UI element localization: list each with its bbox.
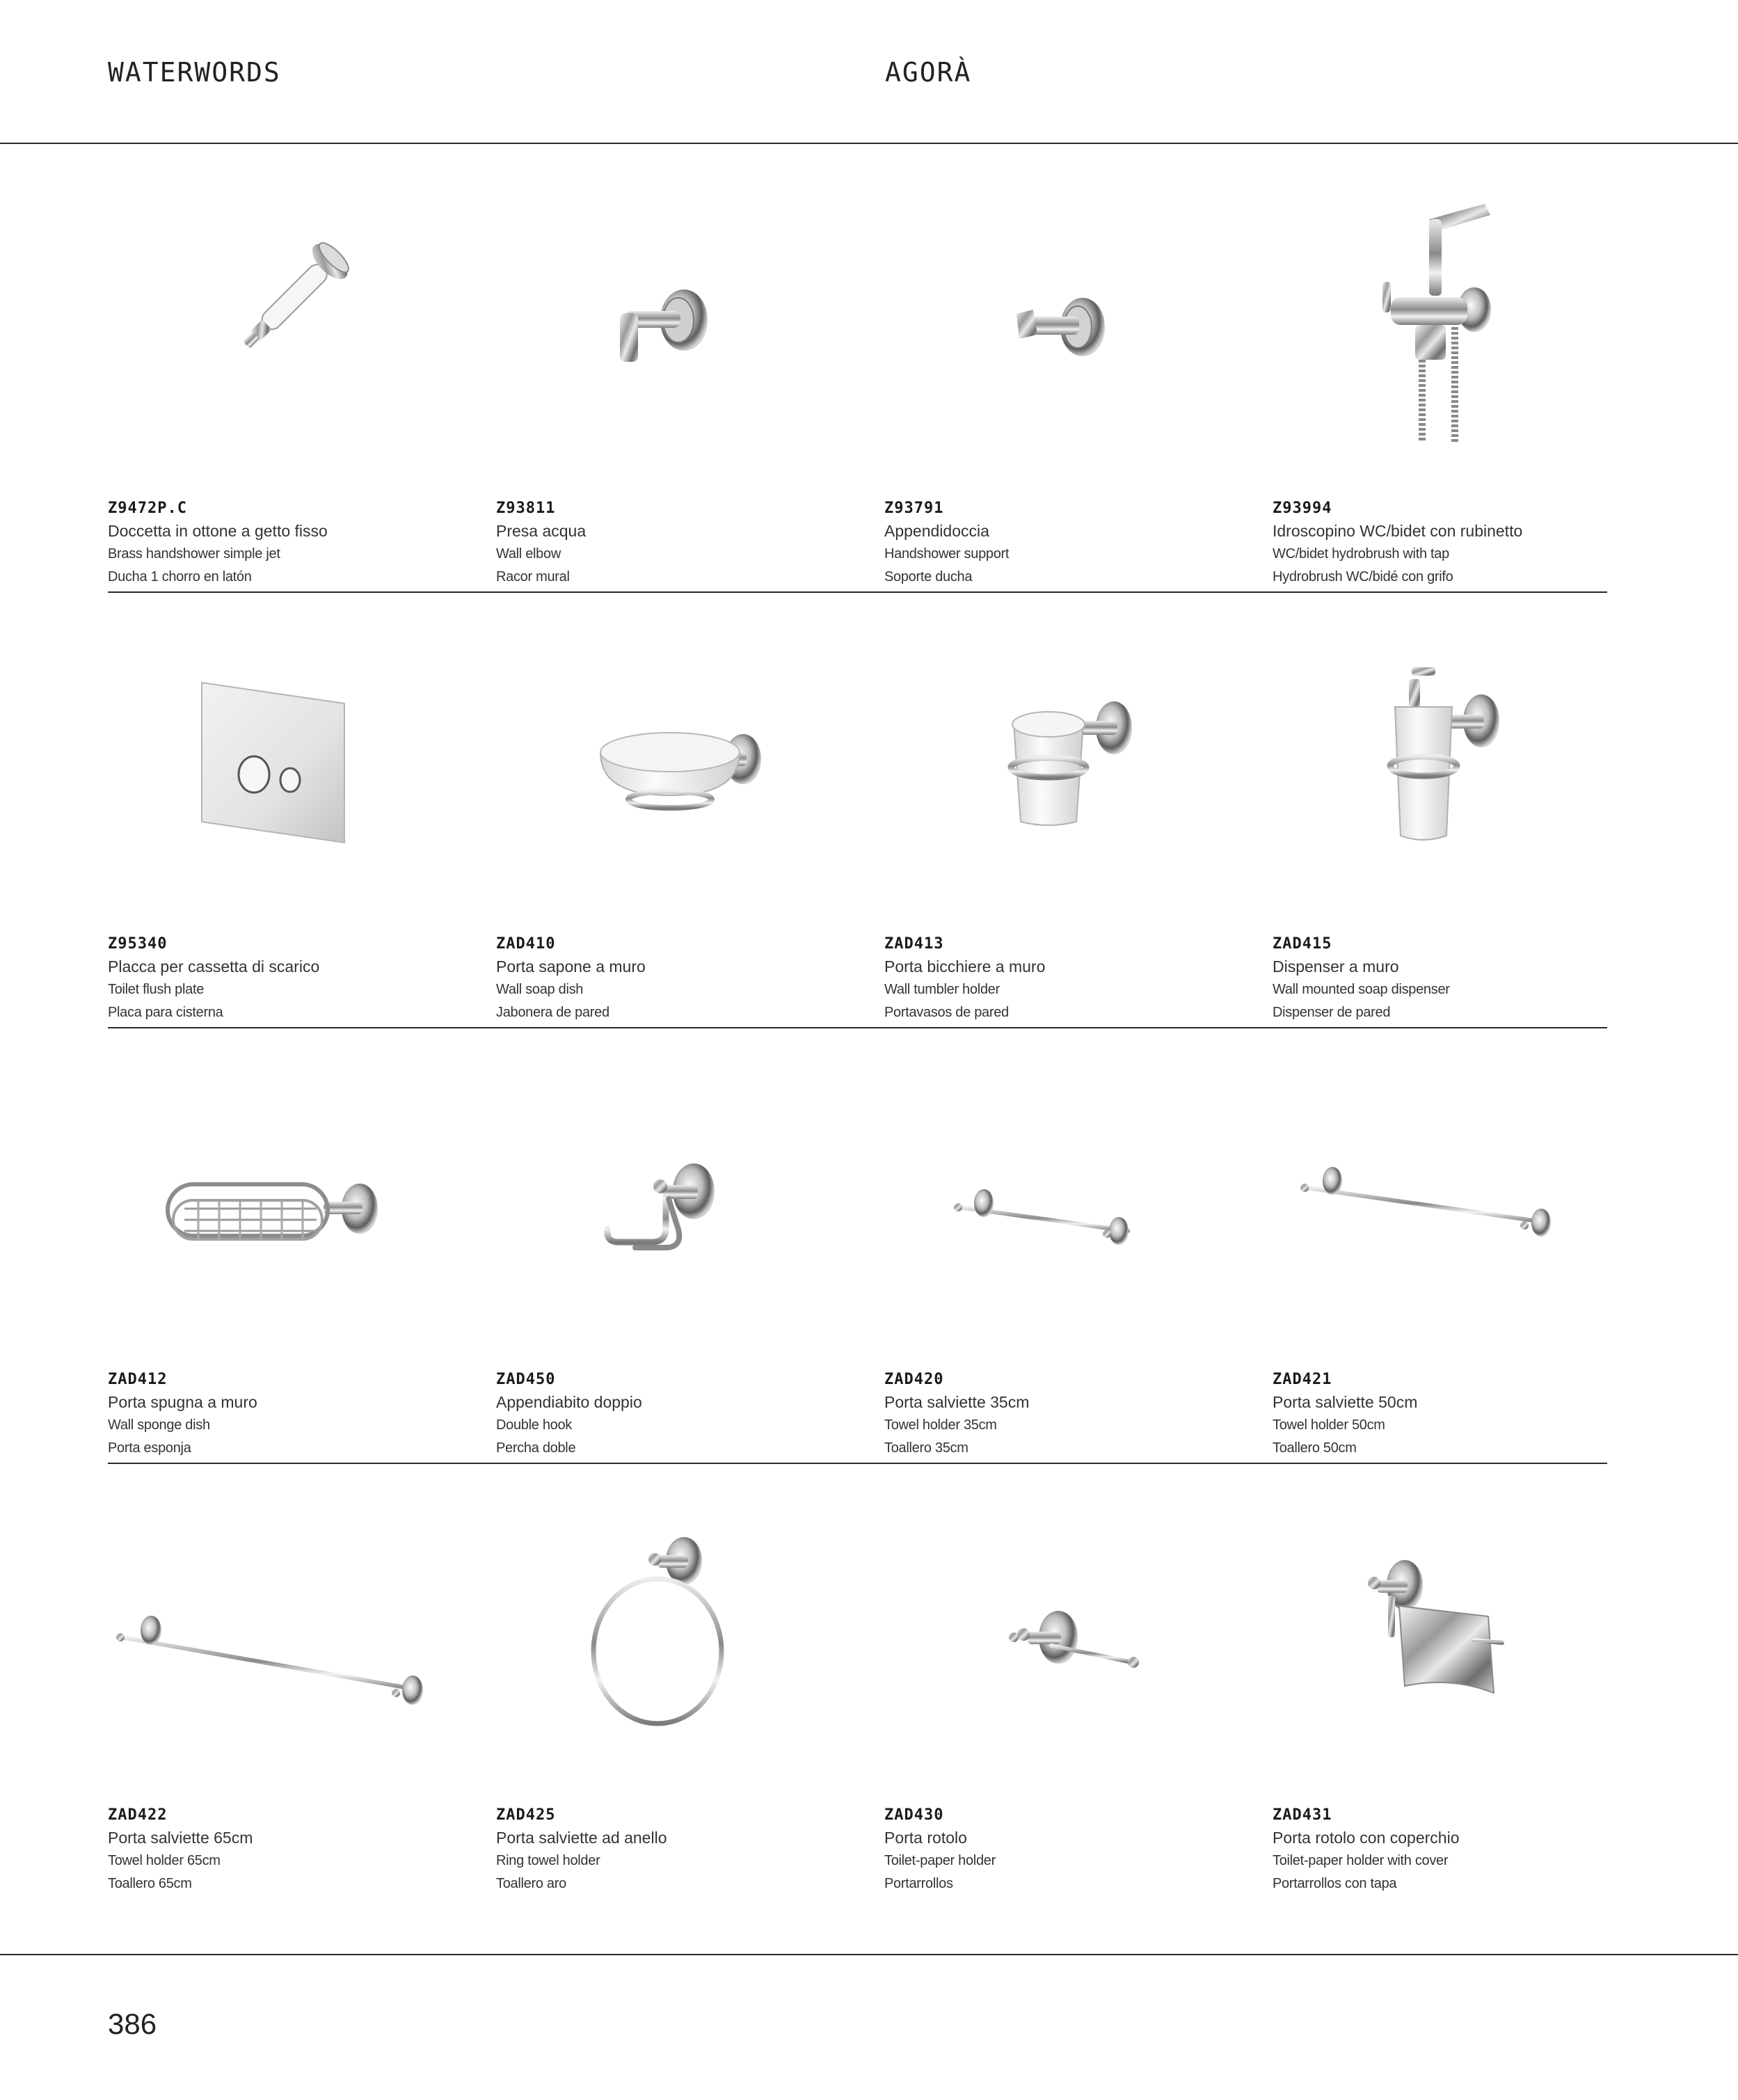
product-name-en: Toilet flush plate [108, 982, 205, 997]
paper-holder-cover-icon [1273, 1484, 1600, 1749]
product-card[interactable] [108, 1463, 484, 1898]
product-code: ZAD450 [496, 1371, 556, 1388]
product-name-en: Towel holder 65cm [108, 1853, 221, 1868]
product-name-es: Hydrobrush WC/bidé con grifo [1273, 569, 1453, 584]
towel-bar-long-icon [108, 1484, 435, 1749]
product-code: ZAD410 [496, 935, 556, 953]
product-name-en: Toilet-paper holder with cover [1273, 1853, 1449, 1868]
product-name-it: Porta salviette ad anello [496, 1829, 667, 1847]
product-name-it: Porta salviette 35cm [884, 1393, 1030, 1411]
soap-dish-icon [496, 613, 823, 877]
product-name-en: Toilet-paper holder [884, 1853, 996, 1868]
product-row-1 [108, 157, 1607, 593]
product-card[interactable] [884, 157, 1260, 591]
page-number: 386 [108, 2007, 157, 2040]
product-name-en: Towel holder 35cm [884, 1417, 997, 1433]
handshower-icon [108, 177, 435, 442]
product-name-it: Appendiabito doppio [496, 1393, 642, 1411]
product-name-it: Appendidoccia [884, 522, 989, 540]
product-name-en: Wall soap dish [496, 982, 584, 997]
product-name-en: Handshower support [884, 546, 1010, 562]
product-code: ZAD412 [108, 1371, 168, 1388]
product-code: ZAD415 [1273, 935, 1332, 953]
product-name-en: Ring towel holder [496, 1853, 600, 1868]
brand-title: WATERWORDS [108, 57, 281, 88]
product-name-es: Toallero 35cm [884, 1440, 968, 1456]
product-name-es: Ducha 1 chorro en latón [108, 569, 252, 584]
product-card[interactable] [108, 1028, 484, 1463]
soap-dispenser-icon [1273, 613, 1600, 877]
product-name-it: Porta salviette 50cm [1273, 1393, 1418, 1411]
product-code: ZAD421 [1273, 1371, 1332, 1388]
product-name-es: Toallero aro [496, 1876, 566, 1891]
collection-title: AGORÀ [885, 57, 972, 88]
product-card[interactable] [496, 592, 872, 1027]
product-code: Z93791 [884, 500, 944, 517]
product-name-en: WC/bidet hydrobrush with tap [1273, 546, 1449, 562]
product-code: ZAD420 [884, 1371, 944, 1388]
product-card[interactable] [884, 1028, 1260, 1463]
product-name-it: Idroscopino WC/bidet con rubinetto [1273, 522, 1523, 540]
towel-ring-icon [496, 1484, 823, 1749]
wall-elbow-icon [496, 177, 823, 442]
product-card[interactable] [496, 1028, 872, 1463]
flush-plate-icon [108, 613, 435, 877]
product-name-en: Wall mounted soap dispenser [1273, 982, 1450, 997]
product-name-es: Portavasos de pared [884, 1005, 1009, 1020]
product-name-it: Placca per cassetta di scarico [108, 957, 320, 976]
product-name-es: Dispenser de pared [1273, 1005, 1391, 1020]
product-name-en: Towel holder 50cm [1273, 1417, 1385, 1433]
product-code: ZAD431 [1273, 1806, 1332, 1824]
product-code: Z93811 [496, 500, 556, 517]
product-name-it: Porta spugna a muro [108, 1393, 257, 1411]
product-card[interactable] [1273, 592, 1648, 1027]
sponge-basket-icon [108, 1049, 435, 1313]
product-name-es: Portarrollos con tapa [1273, 1876, 1397, 1891]
tumbler-holder-icon [884, 613, 1211, 877]
hydrobrush-icon [1273, 177, 1600, 442]
product-name-it: Dispenser a muro [1273, 957, 1399, 976]
product-card[interactable] [884, 1463, 1260, 1898]
paper-holder-icon [884, 1484, 1211, 1749]
product-name-it: Porta salviette 65cm [108, 1829, 253, 1847]
product-card[interactable] [1273, 157, 1648, 591]
product-card[interactable] [108, 157, 484, 591]
product-name-es: Toallero 50cm [1273, 1440, 1357, 1456]
product-code: Z93994 [1273, 500, 1332, 517]
product-name-it: Presa acqua [496, 522, 587, 540]
product-row-2 [108, 592, 1607, 1028]
product-name-es: Placa para cisterna [108, 1005, 223, 1020]
product-name-en: Wall sponge dish [108, 1417, 210, 1433]
product-card[interactable] [496, 157, 872, 591]
product-card[interactable] [884, 592, 1260, 1027]
product-name-en: Brass handshower simple jet [108, 546, 280, 562]
product-row-4 [108, 1463, 1607, 1898]
product-name-it: Porta sapone a muro [496, 957, 646, 976]
product-name-es: Percha doble [496, 1440, 576, 1456]
product-code: ZAD425 [496, 1806, 556, 1824]
product-code: ZAD413 [884, 935, 944, 953]
product-name-es: Racor mural [496, 569, 570, 584]
product-card[interactable] [496, 1463, 872, 1898]
towel-bar-short-icon [884, 1049, 1211, 1313]
footer-divider [0, 1954, 1738, 1955]
product-name-en: Double hook [496, 1417, 573, 1433]
product-name-en: Wall tumbler holder [884, 982, 1000, 997]
product-name-it: Doccetta in ottone a getto fisso [108, 522, 328, 540]
product-name-es: Toallero 65cm [108, 1876, 192, 1891]
product-name-en: Wall elbow [496, 546, 561, 562]
product-code: ZAD430 [884, 1806, 944, 1824]
towel-bar-medium-icon [1273, 1049, 1600, 1313]
product-name-it: Porta rotolo [884, 1829, 967, 1847]
product-code: ZAD422 [108, 1806, 168, 1824]
product-name-es: Soporte ducha [884, 569, 973, 584]
product-code: Z9472P.C [108, 500, 187, 517]
product-name-it: Porta rotolo con coperchio [1273, 1829, 1460, 1847]
product-card[interactable] [1273, 1463, 1648, 1898]
handshower-support-icon [884, 177, 1211, 442]
product-code: Z95340 [108, 935, 168, 953]
double-hook-icon [496, 1049, 823, 1313]
product-card[interactable] [108, 592, 484, 1027]
product-name-es: Jabonera de pared [496, 1005, 609, 1020]
header-divider [0, 143, 1738, 144]
product-row-3 [108, 1028, 1607, 1464]
product-name-es: Portarrollos [884, 1876, 953, 1891]
product-name-it: Porta bicchiere a muro [884, 957, 1046, 976]
product-name-es: Porta esponja [108, 1440, 191, 1456]
product-card[interactable] [1273, 1028, 1648, 1463]
